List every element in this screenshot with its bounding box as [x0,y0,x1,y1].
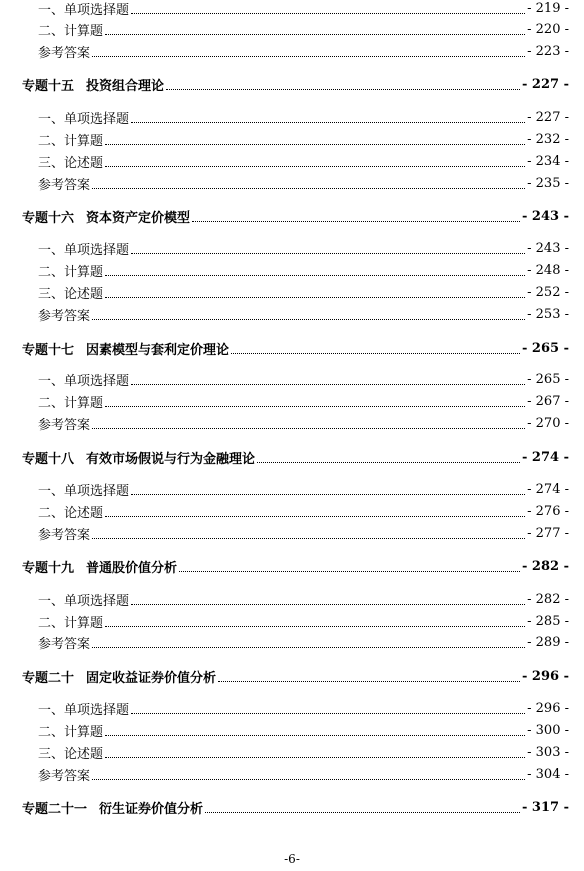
toc-topic-title: 固定收益证券价值分析 [86,670,217,686]
dot-leader [105,166,525,167]
toc-entry-page: - 234 - [527,153,569,169]
dot-leader [179,571,520,572]
dot-leader [131,253,525,254]
toc-topic-label [22,207,190,226]
toc-entry-label: 一、单项选择题 [38,242,130,258]
toc-topic-title: 普通股价值分析 [86,560,178,576]
toc-entry-page: - 227 - [527,109,569,125]
toc-entry[interactable] [38,151,569,171]
toc-topic-title: 因素模型与套利定价理论 [86,342,230,358]
toc-entry[interactable] [38,501,569,521]
dot-leader [105,735,525,736]
toc-entry-page: - 267 - [527,393,569,409]
dot-leader [92,779,525,780]
toc-topic-label [22,448,255,467]
toc-entry[interactable] [38,391,569,411]
toc-entry-page: - 253 - [527,306,569,322]
toc-topic-number: 专题十九 [22,560,75,576]
toc-entry[interactable] [38,720,569,740]
toc-topic-number: 专题十八 [22,451,75,467]
toc-entry-page: - 243 - [527,240,569,256]
dot-leader [205,812,520,813]
dot-leader [131,384,525,385]
toc-topic-heading[interactable] [22,797,569,817]
toc-entry-label: 参考答案 [38,527,91,543]
toc-entry[interactable] [38,173,569,193]
toc-entry[interactable] [38,19,569,39]
dot-leader [218,681,520,682]
toc-entry[interactable] [38,589,569,609]
toc-entry-label: 二、论述题 [38,505,104,521]
toc-topic-page: - 282 - [522,558,569,574]
toc-topic-title: 资本资产定价模型 [86,210,191,226]
toc-topic-number: 专题十六 [22,210,75,226]
toc-entry-page: - 248 - [527,262,569,278]
toc-entry[interactable] [38,0,569,18]
toc-entry-page: - 296 - [527,700,569,716]
toc-entry-label: 一、单项选择题 [38,593,130,609]
toc-topic-title: 有效市场假说与行为金融理论 [86,451,256,467]
toc-topic-label [22,75,164,94]
toc-topic-page: - 227 - [522,76,569,92]
dot-leader [231,353,520,354]
toc-entry-page: - 276 - [527,503,569,519]
toc-entry-page: - 289 - [527,634,569,650]
toc-entry-page: - 300 - [527,722,569,738]
toc-topic-label [22,557,177,576]
toc-entry[interactable] [38,742,569,762]
toc-topic-title: 衍生证券价值分析 [99,801,204,817]
toc-topic-label [22,339,229,358]
toc-topic-number: 专题二十一 [22,801,88,817]
toc-entry-label: 参考答案 [38,636,91,652]
toc-entry[interactable] [38,238,569,258]
toc-entry-label: 二、计算题 [38,264,104,280]
toc-topic-number: 专题十五 [22,78,75,94]
dot-leader [105,297,525,298]
toc-entry-page: - 219 - [527,0,569,16]
dot-leader [92,319,525,320]
dot-leader [257,462,520,463]
toc-entry-page: - 270 - [527,415,569,431]
toc-entry-label: 二、计算题 [38,395,104,411]
dot-leader [131,122,525,123]
toc-topic-title: 投资组合理论 [86,78,165,94]
toc-entry[interactable] [38,282,569,302]
toc-entry-page: - 277 - [527,525,569,541]
toc-entry[interactable] [38,479,569,499]
page-number-footer: -6- [284,852,300,866]
toc-entry-page: - 303 - [527,744,569,760]
dot-leader [131,713,525,714]
toc-entry-label: 参考答案 [38,177,91,193]
toc-entry-label: 二、计算题 [38,615,104,631]
dot-leader [131,13,525,14]
toc-topic-number: 专题二十 [22,670,75,686]
toc-entry[interactable] [38,260,569,280]
toc-topic-page: - 317 - [522,799,569,815]
toc-entry-label: 一、单项选择题 [38,2,130,18]
toc-topic-heading[interactable] [22,74,569,94]
toc-entry-label: 参考答案 [38,417,91,433]
toc-topic-page: - 296 - [522,668,569,684]
toc-entry-page: - 304 - [527,766,569,782]
dot-leader [166,89,520,90]
toc-entry-label: 三、论述题 [38,746,104,762]
toc-topic-page: - 265 - [522,340,569,356]
dot-leader [92,538,525,539]
toc-entry-page: - 235 - [527,175,569,191]
dot-leader [105,626,525,627]
toc-entry-label: 三、论述题 [38,155,104,171]
toc-entry-label: 二、计算题 [38,724,104,740]
toc-entry-label: 参考答案 [38,768,91,784]
toc-entry-label: 参考答案 [38,308,91,324]
toc-entry[interactable] [38,107,569,127]
toc-entry-page: - 223 - [527,43,569,59]
toc-entry-page: - 252 - [527,284,569,300]
toc-entry[interactable] [38,129,569,149]
toc-entry[interactable] [38,413,569,433]
dot-leader [105,406,525,407]
toc-entry-page: - 232 - [527,131,569,147]
toc-entry-page: - 274 - [527,481,569,497]
toc-topic-label [22,667,216,686]
toc-entry-label: 参考答案 [38,45,91,61]
dot-leader [92,647,525,648]
toc-entry[interactable] [38,632,569,652]
toc-entry[interactable] [38,41,569,61]
toc-entry-page: - 220 - [527,21,569,37]
dot-leader [105,34,525,35]
toc-topic-label [22,798,203,817]
toc-entry-label: 一、单项选择题 [38,111,130,127]
dot-leader [131,604,525,605]
toc-entry-label: 二、计算题 [38,23,104,39]
dot-leader [105,275,525,276]
toc-entry[interactable] [38,304,569,324]
dot-leader [192,221,520,222]
toc-entry-page: - 282 - [527,591,569,607]
toc-entry-page: - 265 - [527,371,569,387]
toc-topic-page: - 243 - [522,208,569,224]
toc-topic-heading[interactable] [22,338,569,358]
toc-topic-heading[interactable] [22,206,569,226]
dot-leader [131,494,525,495]
toc-entry-label: 二、计算题 [38,133,104,149]
toc-entry-label: 一、单项选择题 [38,702,130,718]
toc-entry-label: 一、单项选择题 [38,483,130,499]
toc-topic-heading[interactable] [22,447,569,467]
toc-entry[interactable] [38,611,569,631]
dot-leader [105,757,525,758]
dot-leader [105,516,525,517]
toc-topic-page: - 274 - [522,449,569,465]
toc-entry[interactable] [38,369,569,389]
toc-entry[interactable] [38,523,569,543]
dot-leader [92,56,525,57]
dot-leader [92,188,525,189]
toc-topic-heading[interactable] [22,556,569,576]
toc-topic-number: 专题十七 [22,342,75,358]
toc-entry-label: 一、单项选择题 [38,373,130,389]
toc-entry[interactable] [38,764,569,784]
dot-leader [92,428,525,429]
toc-topic-heading[interactable] [22,666,569,686]
toc-entry-page: - 285 - [527,613,569,629]
toc-entry[interactable] [38,698,569,718]
toc-entry-label: 三、论述题 [38,286,104,302]
dot-leader [105,144,525,145]
